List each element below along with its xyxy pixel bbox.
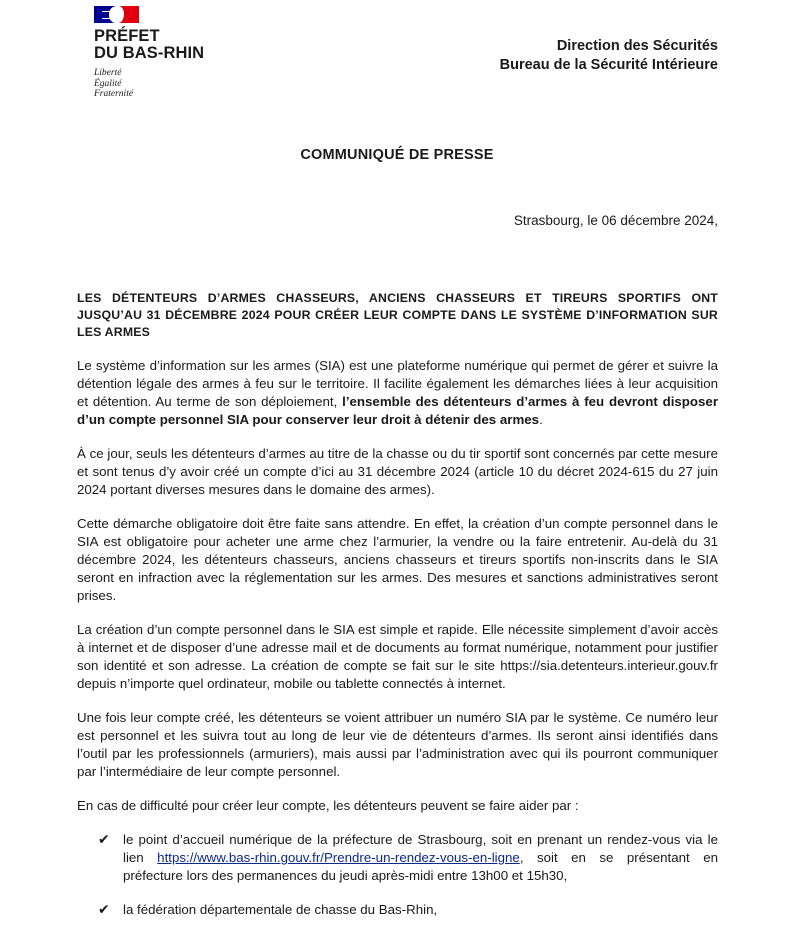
republic-motto [94,68,204,100]
service-direction: Direction des Sécurités [556,38,718,54]
help-list [77,831,718,919]
prefet-line2: DU BAS-RHIN [94,44,205,62]
headline: LES DÉTENTEURS D’ARMES CHASSEURS, ANCIENS CHASSEURS ET TIREURS SPORTIFS ONT JUSQU’AU 31 DÉCEMBRE 2024 POUR CRÉER LEUR COMPTE DANS LE SYSTÈME D’INFORMATION SUR LES ARMES [77,291,718,339]
paragraph-obligation: Cette démarche obligatoire doit être faite sans attendre. En effet, la création d’un compte personnel dans le SIA est obligatoire pour acheter une arme chez l’armurier, la vendre ou la faire entretenir. Au-delà du 31 décembre 2024, les détenteurs chasseurs, anciens chasseurs et tireurs sportifs non-inscrits dans le SIA seront en infraction avec la réglementation sur les armes. Des mesures et sanctions administratives seront prises. [77,516,718,603]
paragraph-help-intro: En cas de difficulté pour créer leur compte, les détenteurs peuvent se faire aider par : [77,798,579,813]
prefet-title [94,28,204,62]
issuing-service [500,37,718,75]
prefet-line1: PRÉFET [94,27,160,45]
list-item-text: le point d’accueil numérique de la préfecture de Strasbourg, soit en prenant un rendez-vous via le lien [123,832,718,865]
paragraph-sia-intro [77,357,718,429]
motto-egalite: Égalité [94,78,122,89]
list-item [77,831,718,885]
list-item [77,901,718,919]
service-bureau: Bureau de la Sécurité Intérieure [499,57,718,73]
list-item-text-end: , soit en se présentant en préfecture lors des permanences du jeudi après-midi entre 13h00 et 15h30, [123,850,718,883]
paragraph-account-creation: La création d’un compte personnel dans le SIA est simple et rapide. Elle nécessite simplement d’avoir accès à internet et de disposer d’une adresse mail et de documents au format numérique, notamment pour justifier son identité et son adresse. La création de compte se fait sur le site https://sia.detenteurs.interieur.gouv.fr depuis n’importe quel ordinateur, mobile ou tablette connectés à internet. [77,622,718,691]
motto-fraternite: Fraternité [94,89,134,99]
prefecture-logo [94,6,204,100]
checkmark-icon: ✔ [98,832,110,848]
checkmark-icon: ✔ [98,902,110,918]
document-date: Strasbourg, le 06 décembre 2024, [513,213,718,228]
paragraph-text: Le système d’information sur les armes (SIA) est une plateforme numérique qui permet de gérer et suivre la détention légale des armes à feu sur le territoire. Il facilite également les démarches liées à leur acquisition et détention. Au terme de son déploiement, [77,358,718,409]
press-release-body [77,290,718,935]
motto-liberte: Liberté [94,68,122,78]
paragraph-concerned: À ce jour, seuls les détenteurs d’armes au titre de la chasse ou du tir sportif sont concernés par cette mesure et sont tenus d’y avoir créé un compte d’ici au 31 décembre 2024 (article 10 du décret 2024-615 du 27 juin 2024 portant diverses mesures dans le domaine des armes). [77,446,718,497]
marianne-flag-icon [94,6,139,23]
paragraph-emphasis: l’ensemble des détenteurs d’armes à feu devront disposer d’un compte personnel SIA pour conserver leur droit à détenir des armes [77,394,718,427]
document-type: COMMUNIQUÉ DE PRESSE [300,147,494,163]
paragraph-sia-number: Une fois leur compte créé, les détenteurs se voient attribuer un numéro SIA par le système. Ce numéro leur est personnel et les suivra tout au long de leur vie de détenteurs d’armes. Ils seront ainsi identifiés dans l’outil par les professionnels (armuriers), mais aussi par l’administration avec qui ils pourront communiquer par l’intermédiaire de leur compte personnel. [77,710,718,779]
appointment-link[interactable]: https://www.bas-rhin.gouv.fr/Prendre-un-rendez-vous-en-ligne [157,850,520,865]
list-item-text: la fédération départementale de chasse du Bas-Rhin, [123,902,438,917]
paragraph-text-end: . [539,412,543,427]
